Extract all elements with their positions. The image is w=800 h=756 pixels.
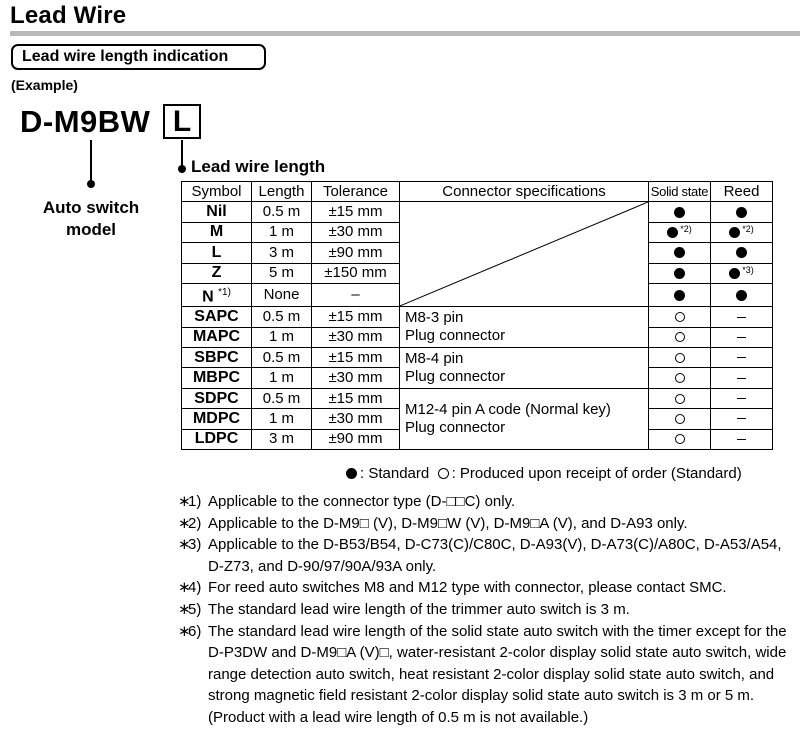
footnote-item (178, 534, 798, 577)
length-cell: 1 m (252, 327, 312, 347)
table-row (182, 202, 773, 222)
table-header-row (182, 182, 773, 202)
symbol-cell (182, 388, 252, 408)
marker-footnote-ref: *2) (680, 224, 692, 235)
tolerance-cell: ±90 mm (312, 243, 400, 263)
symbol-cell (182, 429, 252, 449)
tolerance-cell: ±150 mm (312, 263, 400, 283)
footnote-number: 5) (188, 600, 202, 618)
diagonal-slash (400, 202, 648, 306)
dash-icon (737, 439, 746, 440)
reed-cell (711, 348, 773, 368)
reed-cell (711, 429, 773, 449)
solid-state-cell (649, 409, 711, 429)
tolerance-cell: ±15 mm (312, 388, 400, 408)
dash-icon (737, 317, 746, 318)
header-length: Length (252, 182, 312, 202)
header-tolerance: Tolerance (312, 182, 400, 202)
solid-state-cell (649, 243, 711, 263)
symbol-cell (182, 243, 252, 263)
symbol-cell (182, 348, 252, 368)
open-circle-icon (675, 332, 685, 342)
symbol-text: SBPC (194, 348, 239, 366)
symbol-cell (182, 307, 252, 327)
tolerance-cell: ±30 mm (312, 327, 400, 347)
length-cell: 1 m (252, 409, 312, 429)
dash-icon (737, 337, 746, 338)
marker-footnote-ref: *2) (742, 224, 754, 235)
symbol-text: M (209, 223, 224, 241)
symbol-cell (182, 368, 252, 388)
filled-circle-icon (736, 290, 747, 301)
length-cell: 0.5 m (252, 202, 312, 222)
tolerance-cell: ±15 mm (312, 348, 400, 368)
footnote-item (178, 621, 798, 729)
footnote-number: 2) (188, 514, 202, 532)
footnote-asterisk: ∗ (178, 536, 191, 554)
length-cell: 0.5 m (252, 388, 312, 408)
symbol-text: LDPC (194, 430, 239, 448)
table-row (182, 348, 773, 368)
dash-icon (737, 418, 746, 419)
footnote-number: 3) (188, 536, 202, 554)
footnote-asterisk: ∗ (178, 579, 191, 597)
table-row (182, 388, 773, 408)
open-circle-icon (675, 353, 685, 363)
section-heading: Lead wire length indication (11, 44, 266, 70)
suffix-leader-dot (178, 165, 186, 173)
length-cell: 0.5 m (252, 307, 312, 327)
reed-cell (711, 222, 773, 242)
symbol-text: SAPC (194, 307, 239, 325)
open-circle-icon (675, 373, 685, 383)
model-code: D-M9BW (20, 104, 151, 139)
solid-state-cell (649, 283, 711, 306)
length-cell: 0.5 m (252, 348, 312, 368)
open-circle-icon (438, 468, 449, 479)
reed-cell (711, 327, 773, 347)
filled-circle-icon (674, 290, 685, 301)
symbol-text: SDPC (194, 389, 239, 407)
footnote-text: The standard lead wire length of the trimmer auto switch is 3 m. (208, 600, 630, 618)
tolerance-cell: ±15 mm (312, 202, 400, 222)
footnote-text: Applicable to the D-B53/B54, D-C73(C)/C80C, D-A93(V), D-A73(C)/A80C, D-A53/A54, D-Z73, and D-90/97/90A/93A only. (208, 536, 782, 575)
legend-standard: : Standard (360, 465, 430, 482)
connector-spec-cell (400, 348, 649, 389)
table-legend (346, 465, 742, 482)
dash-icon (737, 378, 746, 379)
connector-form: Plug connector (405, 327, 506, 345)
solid-state-cell (649, 307, 711, 327)
footnote-item (178, 599, 798, 621)
symbol-text: MBPC (192, 369, 241, 387)
tolerance-cell: ±30 mm (312, 368, 400, 388)
symbol-cell (182, 202, 252, 222)
header-solid-state: Solid state (649, 182, 711, 202)
marker-footnote-ref: *3) (742, 265, 754, 276)
open-circle-icon (675, 312, 685, 322)
lead-wire-table (181, 181, 773, 450)
legend-order: : Produced upon receipt of order (Standard) (451, 465, 742, 482)
footnote-item (178, 513, 798, 535)
solid-state-cell (649, 368, 711, 388)
solid-state-cell (649, 429, 711, 449)
lead-wire-length-heading: Lead wire length (191, 157, 326, 176)
footnote-text: The standard lead wire length of the solid state auto switch with the timer except for the D-P3DW and D-M9□A (V)□, water-resistant 2-color display solid state auto switch, wide range detection auto switch, heat resistant 2-color display solid state auto switch, and strong magnetic field resistant 2-color display solid state auto switch is 3 m or 5 m. (Product with a lead wire length of 0.5 m is not available.) (208, 622, 787, 726)
filled-circle-icon (674, 268, 685, 279)
reed-cell (711, 307, 773, 327)
tolerance-cell: – (312, 283, 400, 306)
solid-state-cell (649, 388, 711, 408)
symbol-text: Nil (206, 203, 227, 221)
solid-state-cell (649, 327, 711, 347)
symbol-text: N (202, 288, 214, 306)
reed-cell (711, 283, 773, 306)
example-label: (Example) (11, 77, 78, 93)
filled-circle-icon (674, 247, 685, 258)
length-cell: 1 m (252, 368, 312, 388)
reed-cell (711, 202, 773, 222)
model-suffix-box: L (163, 104, 201, 139)
footnote-number: 6) (188, 622, 202, 640)
dash-icon (737, 398, 746, 399)
length-cell: 1 m (252, 222, 312, 242)
connector-spec-cell (400, 388, 649, 449)
length-cell: None (252, 283, 312, 306)
footnote-number: 1) (188, 493, 202, 510)
length-cell: 3 m (252, 429, 312, 449)
symbol-cell (182, 283, 252, 306)
reed-cell (711, 243, 773, 263)
footnote-asterisk: ∗ (178, 514, 191, 532)
filled-circle-icon (346, 468, 357, 479)
open-circle-icon (675, 434, 685, 444)
table-row (182, 307, 773, 327)
footnote-text: Applicable to the connector type (D-□□C) only. (208, 493, 516, 510)
reed-cell (711, 263, 773, 283)
filled-circle-icon (736, 207, 747, 218)
title-rule (10, 31, 800, 36)
header-reed: Reed (711, 182, 773, 202)
symbol-cell (182, 222, 252, 242)
length-cell: 3 m (252, 243, 312, 263)
connector-not-applicable-cell (400, 202, 649, 307)
symbol-cell (182, 263, 252, 283)
footnote-text: For reed auto switches M8 and M12 type with connector, please contact SMC. (208, 579, 727, 597)
connector-spec-cell (400, 307, 649, 348)
solid-state-cell (649, 202, 711, 222)
footnote-item (178, 577, 798, 599)
filled-circle-icon (674, 207, 685, 218)
solid-state-cell (649, 263, 711, 283)
footnote-asterisk: ∗ (178, 493, 191, 510)
header-symbol: Symbol (182, 182, 252, 202)
auto-switch-model-label: Auto switch model (42, 198, 140, 239)
connector-type: M8-3 pin (405, 309, 464, 327)
symbol-text: Z (211, 264, 222, 282)
open-circle-icon (675, 394, 685, 404)
model-leader-line (90, 140, 92, 184)
footnote-number: 4) (188, 579, 202, 597)
tolerance-cell: ±30 mm (312, 222, 400, 242)
filled-circle-icon (736, 247, 747, 258)
connector-form: Plug connector (405, 367, 506, 385)
model-leader-dot (87, 180, 95, 188)
symbol-cell (182, 409, 252, 429)
symbol-text: MDPC (192, 409, 241, 427)
symbol-cell (182, 327, 252, 347)
symbol-text: L (211, 243, 222, 261)
solid-state-cell (649, 222, 711, 242)
solid-state-cell (649, 348, 711, 368)
footnote-item (178, 491, 798, 513)
symbol-text: MAPC (192, 328, 241, 346)
connector-form: Plug connector (405, 418, 506, 436)
symbol-footnote-ref: *1) (218, 286, 231, 298)
connector-type: M12-4 pin A code (Normal key) (405, 400, 611, 418)
header-connector: Connector specifications (400, 182, 649, 202)
footnote-asterisk: ∗ (178, 622, 191, 640)
open-circle-icon (675, 414, 685, 424)
reed-cell (711, 409, 773, 429)
tolerance-cell: ±15 mm (312, 307, 400, 327)
filled-circle-icon (729, 268, 740, 279)
tolerance-cell: ±30 mm (312, 409, 400, 429)
length-cell: 5 m (252, 263, 312, 283)
filled-circle-icon (729, 227, 740, 238)
page-title: Lead Wire (10, 2, 127, 29)
footnote-asterisk: ∗ (178, 600, 191, 618)
reed-cell (711, 388, 773, 408)
footnotes (178, 491, 798, 729)
connector-type: M8-4 pin (405, 349, 464, 367)
footnote-text: Applicable to the D-M9□ (V), D-M9□W (V), D-M9□A (V), and D-A93 only. (208, 514, 688, 532)
dash-icon (737, 357, 746, 358)
tolerance-cell: ±90 mm (312, 429, 400, 449)
reed-cell (711, 368, 773, 388)
filled-circle-icon (667, 227, 678, 238)
